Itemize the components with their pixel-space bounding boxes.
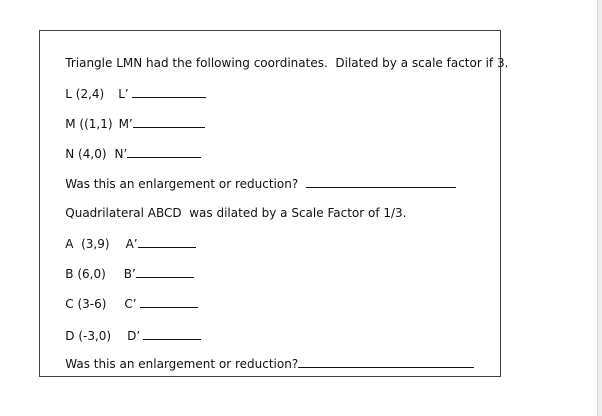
answer-blank-a[interactable] bbox=[138, 235, 196, 248]
point-d: D (-3,0) bbox=[65, 329, 112, 343]
question-2-text: Was this an enlargement or reduction? bbox=[65, 357, 299, 371]
point-l: L (2,4) bbox=[65, 87, 105, 101]
answer-blank-question-1[interactable] bbox=[306, 175, 456, 188]
window-edge bbox=[597, 0, 602, 416]
answer-blank-question-2[interactable] bbox=[298, 355, 474, 368]
prime-m: M’ bbox=[118, 117, 133, 131]
point-m: M ((1,1) bbox=[65, 117, 113, 131]
answer-blank-l[interactable] bbox=[132, 85, 206, 98]
prime-b: B’ bbox=[123, 267, 136, 281]
prime-d: D’ bbox=[127, 329, 141, 343]
prime-n: N’ bbox=[114, 147, 128, 161]
answer-blank-n[interactable] bbox=[127, 145, 201, 158]
prime-l: L’ bbox=[118, 87, 129, 101]
point-c: C (3-6) bbox=[65, 297, 107, 311]
answer-blank-b[interactable] bbox=[136, 265, 194, 278]
prime-a: A’ bbox=[125, 237, 138, 251]
point-a: A (3,9) bbox=[65, 237, 110, 251]
intro-triangle-text: Triangle LMN had the following coordinates. Dilated by a scale factor if 3. bbox=[65, 56, 509, 70]
question-2 bbox=[50, 339, 474, 388]
prime-c: C’ bbox=[124, 297, 137, 311]
worksheet-box bbox=[39, 30, 509, 377]
answer-blank-c[interactable] bbox=[140, 295, 198, 308]
point-n: N (4,0) bbox=[65, 147, 107, 161]
intro-quadrilateral-text: Quadrilateral ABCD was dilated by a Scale Factor of 1/3. bbox=[65, 206, 407, 220]
point-b: B (6,0) bbox=[65, 267, 106, 281]
question-1-text: Was this an enlargement or reduction? bbox=[65, 177, 299, 191]
answer-blank-m[interactable] bbox=[133, 115, 205, 128]
